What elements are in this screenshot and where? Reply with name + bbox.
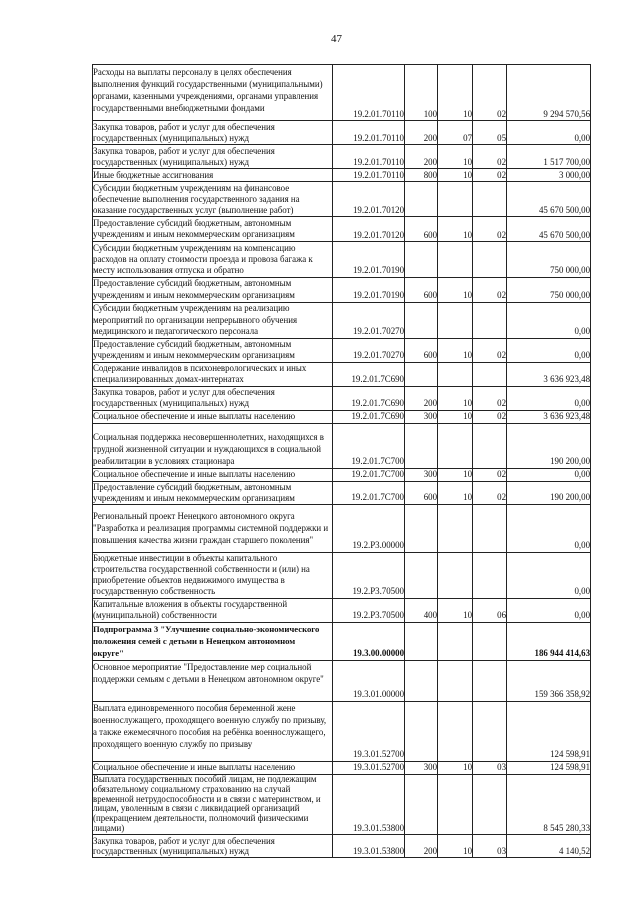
cell-name: Закупка товаров, работ и услуг для обеспечения государственных (муниципальных) нужд [93,121,333,145]
cell-vr: 200 [405,835,438,858]
table-row [93,660,591,701]
cell-rz: 10 [438,468,473,481]
cell-name: Подпрограмма 3 "Улучшение социально-экономического положения семей с детьми в Ненецком автономном округе" [93,622,333,660]
cell-amount: 8 545 280,33 [507,774,591,834]
cell-name: Расходы на выплаты персоналу в целях обеспечения выполнения функций государственными (муниципальными) органами, казенными учреждениями, органами управления государственными внебюджетными фондами [93,65,333,121]
cell-name: Субсидии бюджетным учреждениям на реализацию мероприятий по организации непрерывного обучения медицинского и педагогического персонала [93,302,333,338]
cell-name: Предоставление субсидий бюджетным, автономным учреждениям и иным некоммерческим организациям [93,338,333,362]
cell-vr [405,423,438,468]
cell-vr: 600 [405,338,438,362]
cell-pr: 02 [473,145,507,169]
cell-rz: 10 [438,277,473,302]
cell-pr: 02 [473,217,507,242]
cell-name: Предоставление субсидий бюджетным, автономным учреждениям и иным некоммерческим организациям [93,481,333,504]
cell-name: Закупка товаров, работ и услуг для обеспечения государственных (муниципальных) нужд [93,835,333,858]
cell-vr [405,774,438,834]
table-row [93,145,591,169]
cell-vr: 300 [405,761,438,774]
cell-amount: 159 366 358,92 [507,660,591,701]
cell-name: Бюджетные инвестиции в объекты капитального строительства государственной собственности и (или) на приобретение объектов недвижимого имущества в государственную собственность [93,552,333,598]
cell-code: 19.2.01.7С700 [333,468,405,481]
cell-rz: 10 [438,761,473,774]
cell-amount: 9 294 570,56 [507,65,591,121]
cell-amount: 750 000,00 [507,277,591,302]
cell-name: Иные бюджетные ассигнования [93,169,333,182]
cell-vr [405,182,438,217]
cell-amount: 186 944 414,63 [507,622,591,660]
cell-name: Основное мероприятие "Предоставление мер социальной поддержки семьям с детьми в Ненецком автономном округе" [93,660,333,701]
cell-name: Субсидии бюджетным учреждениям на финансовое обеспечение выполнения государственного задания на оказание государственных услуг (выполнение работ) [93,182,333,217]
cell-amount: 0,00 [507,598,591,622]
cell-code: 19.2.01.70110 [333,121,405,145]
cell-pr: 03 [473,835,507,858]
cell-rz: 10 [438,598,473,622]
cell-vr: 600 [405,481,438,504]
cell-pr [473,423,507,468]
cell-amount: 4 140,52 [507,835,591,858]
cell-pr [473,774,507,834]
cell-rz: 10 [438,169,473,182]
table-row [93,774,591,834]
cell-vr: 400 [405,598,438,622]
cell-rz: 10 [438,145,473,169]
cell-rz [438,504,473,552]
cell-pr [473,701,507,761]
table-row [93,410,591,423]
cell-pr [473,622,507,660]
cell-vr: 300 [405,410,438,423]
cell-code: 19.3.01.53800 [333,835,405,858]
cell-rz: 10 [438,386,473,410]
table-row [93,761,591,774]
cell-amount: 3 000,00 [507,169,591,182]
cell-pr [473,242,507,278]
table-row [93,65,591,121]
cell-amount: 0,00 [507,338,591,362]
cell-amount: 124 598,91 [507,761,591,774]
cell-vr [405,362,438,386]
cell-rz [438,302,473,338]
cell-name: Выплата единовременного пособия беременной жене военнослужащего, проходящего военную службу по призыву, а также ежемесячного пособия на ребёнка военнослужащего, проходящего военную службу по призыву [93,701,333,761]
cell-rz: 10 [438,410,473,423]
cell-rz: 10 [438,481,473,504]
cell-name: Капитальные вложения в объекты государственной (муниципальной) собственности [93,598,333,622]
cell-name: Социальное обеспечение и иные выплаты населению [93,468,333,481]
table-row [93,481,591,504]
cell-amount: 0,00 [507,302,591,338]
cell-code: 19.2.01.70110 [333,169,405,182]
table-row [93,169,591,182]
cell-vr: 200 [405,121,438,145]
cell-pr: 02 [473,65,507,121]
cell-vr: 100 [405,65,438,121]
cell-name: Социальная поддержка несовершеннолетних, находящихся в трудной жизненной ситуации и нуждающихся в социальной реабилитации в условиях стационара [93,423,333,468]
cell-pr [473,552,507,598]
cell-pr: 02 [473,169,507,182]
cell-code: 19.2.01.70190 [333,242,405,278]
table-row [93,182,591,217]
cell-name: Закупка товаров, работ и услуг для обеспечения государственных (муниципальных) нужд [93,145,333,169]
budget-table [92,64,591,858]
cell-pr [473,504,507,552]
table-row [93,552,591,598]
cell-rz [438,552,473,598]
cell-pr: 02 [473,277,507,302]
page-number: 47 [331,33,342,45]
cell-pr [473,660,507,701]
cell-code: 19.3.01.52700 [333,761,405,774]
cell-code: 19.2.01.70190 [333,277,405,302]
cell-amount: 45 670 500,00 [507,217,591,242]
cell-code: 19.3.01.53800 [333,774,405,834]
cell-pr: 06 [473,598,507,622]
cell-vr [405,701,438,761]
cell-pr: 02 [473,386,507,410]
table-row [93,598,591,622]
cell-amount: 3 636 923,48 [507,362,591,386]
cell-vr [405,504,438,552]
cell-amount: 190 200,00 [507,423,591,468]
cell-name: Социальное обеспечение и иные выплаты населению [93,761,333,774]
cell-name: Выплата государственных пособий лицам, не подлежащим обязательному социальному страхованию на случай временной нетрудоспособности и в связи с материнством, и лицам, уволенным в связи с ликвидацией организаций (прекращением деятельности, полномочий физическими лицами) [93,774,333,834]
cell-amount: 3 636 923,48 [507,410,591,423]
cell-rz: 07 [438,121,473,145]
cell-pr: 03 [473,761,507,774]
cell-pr [473,362,507,386]
table-row [93,121,591,145]
cell-vr: 300 [405,468,438,481]
table-row [93,338,591,362]
cell-amount: 45 670 500,00 [507,182,591,217]
cell-name: Социальное обеспечение и иные выплаты населению [93,410,333,423]
table-row [93,302,591,338]
cell-pr: 02 [473,410,507,423]
table-row [93,242,591,278]
cell-pr [473,182,507,217]
table-row [93,386,591,410]
table-row [93,217,591,242]
cell-code: 19.2.01.70110 [333,65,405,121]
cell-rz [438,622,473,660]
cell-pr: 05 [473,121,507,145]
table-body [93,65,591,858]
cell-name: Предоставление субсидий бюджетным, автономным учреждениям и иным некоммерческим организациям [93,277,333,302]
cell-rz: 10 [438,217,473,242]
table-row [93,504,591,552]
cell-code: 19.3.01.52700 [333,701,405,761]
cell-amount: 0,00 [507,468,591,481]
cell-name: Предоставление субсидий бюджетным, автономным учреждениям и иным некоммерческим организациям [93,217,333,242]
cell-amount: 0,00 [507,504,591,552]
cell-rz [438,701,473,761]
cell-amount: 190 200,00 [507,481,591,504]
cell-pr: 02 [473,338,507,362]
cell-vr: 200 [405,145,438,169]
cell-rz [438,660,473,701]
cell-rz [438,362,473,386]
cell-amount: 124 598,91 [507,701,591,761]
cell-vr: 200 [405,386,438,410]
table-row [93,423,591,468]
table-row [93,622,591,660]
cell-code: 19.2.01.7С690 [333,410,405,423]
cell-amount: 750 000,00 [507,242,591,278]
cell-code: 19.2.01.70270 [333,338,405,362]
cell-code: 19.3.00.00000 [333,622,405,660]
cell-name: Региональный проект Ненецкого автономного округа "Разработка и реализация программы системной поддержки и повышения качества жизни граждан старшего поколения" [93,504,333,552]
cell-pr [473,302,507,338]
cell-code: 19.2.01.70110 [333,145,405,169]
table-row [93,277,591,302]
cell-vr [405,552,438,598]
cell-vr [405,660,438,701]
cell-code: 19.3.01.00000 [333,660,405,701]
cell-rz: 10 [438,835,473,858]
cell-rz [438,242,473,278]
cell-pr: 02 [473,468,507,481]
cell-code: 19.2.01.70270 [333,302,405,338]
cell-vr: 600 [405,217,438,242]
cell-name: Закупка товаров, работ и услуг для обеспечения государственных (муниципальных) нужд [93,386,333,410]
table-row [93,468,591,481]
cell-name: Субсидии бюджетным учреждениям на компенсацию расходов на оплату стоимости проезда и провоза багажа к месту использования отпуска и обратно [93,242,333,278]
cell-vr [405,302,438,338]
cell-amount: 1 517 700,00 [507,145,591,169]
cell-amount: 0,00 [507,121,591,145]
cell-vr: 800 [405,169,438,182]
table-row [93,362,591,386]
cell-vr: 600 [405,277,438,302]
cell-code: 19.2.01.7С700 [333,481,405,504]
cell-amount: 0,00 [507,386,591,410]
cell-amount: 0,00 [507,552,591,598]
cell-code: 19.2.P3.00000 [333,504,405,552]
cell-rz: 10 [438,65,473,121]
cell-code: 19.2.01.7С700 [333,423,405,468]
cell-code: 19.2.01.70120 [333,182,405,217]
cell-rz [438,182,473,217]
table-row [93,835,591,858]
cell-code: 19.2.01.7С690 [333,362,405,386]
cell-rz: 10 [438,338,473,362]
cell-vr [405,622,438,660]
cell-pr: 02 [473,481,507,504]
cell-rz [438,774,473,834]
cell-rz [438,423,473,468]
cell-name: Содержание инвалидов в психоневрологических и иных специализированных домах-интернатах [93,362,333,386]
cell-code: 19.2.01.70120 [333,217,405,242]
cell-vr [405,242,438,278]
cell-code: 19.2.P3.70500 [333,552,405,598]
table-row [93,701,591,761]
cell-code: 19.2.01.7С690 [333,386,405,410]
cell-code: 19.2.P3.70500 [333,598,405,622]
